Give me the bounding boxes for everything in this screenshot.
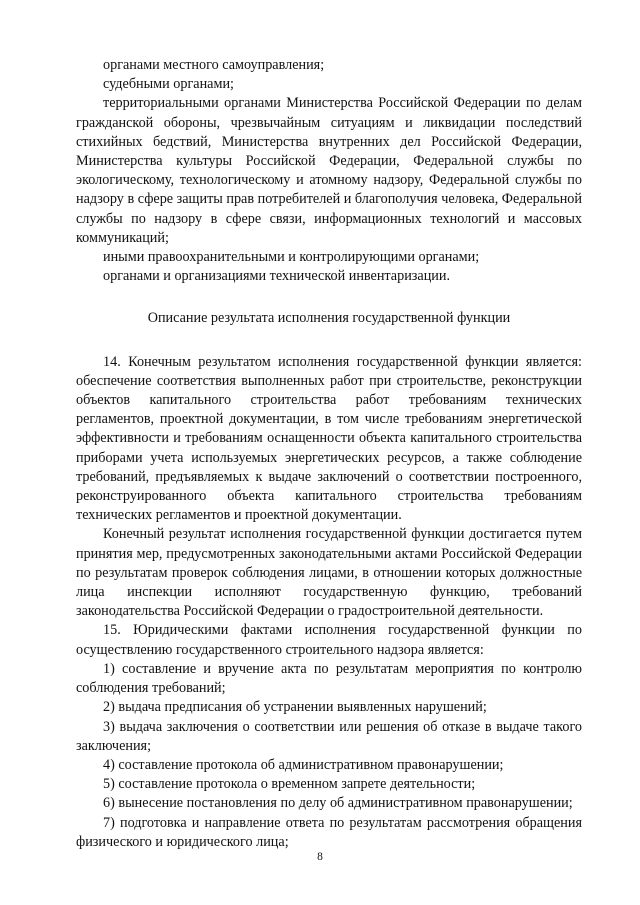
section-body [76,353,582,852]
paragraph: иными правоохранительными и контролирующими органами; [103,249,480,266]
paragraph: органами и организациями технической инвентаризации. [103,268,451,285]
list-item: 6) вынесение постановления по делу об административном правонарушении; [103,795,573,812]
list-item: 4) составление протокола об административном правонарушении; [103,756,504,773]
list-item: 3) выдача заключения о соответствии или решения об отказе в выдаче такого заключения; [76,718,582,754]
paragraph: 14. Конечным результатом исполнения государственной функции является: обеспечение соответствия выполненных работ при строительстве, реконструкции объектов капитального строительства работ требованиям технических регламентов, проектной документации, в том числе требованиям энергетической эффективности и требованиям оснащенности объекта капитального строительства приборами учета используемых энергетических ресурсов, а также соблюдение требований, предъявляемых к выдаче заключений о соответствии построенного, реконструированного объекта капитального строительства требованиям технических регламентов и проектной документации. [76,353,582,524]
list-continuation [76,56,582,286]
paragraph: судебными органами; [103,76,234,93]
paragraph: органами местного самоуправления; [103,57,325,73]
list-item: 1) составление и вручение акта по результатам мероприятия по контролю соблюдения требований; [76,660,582,697]
paragraph: территориальными органами Министерства Российской Федерации по делам гражданской обороны, чрезвычайным ситуациям и ликвидации последствий стихийных бедствий, Министерства внутренних дел Российской Федерации, Министерства культуры Российской Федерации, Федеральной службы по экологическому, технологическому и атомному надзору, Федеральной службы по надзору в сфере защиты прав потребителей и благополучия человека, Федеральной службы по надзору в сфере связи, информационных технологий и массовых коммуникаций; [76,95,582,246]
paragraph: Конечный результат исполнения государственной функции достигается путем принятия мер, предусмотренных законодательными актами Российской Федерации по результатам проверок соблюдения лицами, в отношении которых должностные лица инспекции исполняют государственную функцию, требований законодательства Российской Федерации о градостроительной деятельности. [76,526,582,620]
list-item: 2) выдача предписания об устранении выявленных нарушений; [103,699,487,716]
page-number: 8 [317,851,323,863]
paragraph: 15. Юридическими фактами исполнения государственной функции по осуществлению государственного строительного надзора является: [76,622,582,658]
list-item: 7) подготовка и направление ответа по результатам рассмотрения обращения физического и юридического лица; [76,814,582,850]
list-item: 5) составление протокола о временном запрете деятельности; [103,776,476,793]
section-heading: Описание результата исполнения государственной функции [147,310,511,327]
